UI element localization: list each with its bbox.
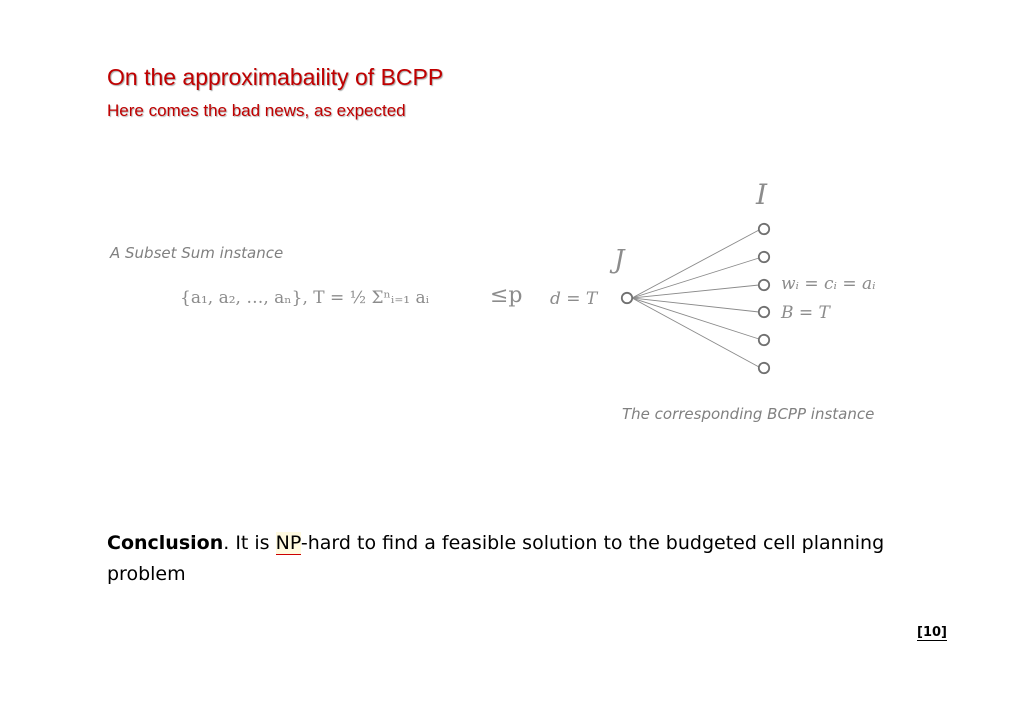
bcpp-caption: The corresponding BCPP instance [622,405,875,423]
page-number: [10] [917,625,947,640]
right-node [759,280,769,290]
demand-label: d = T [550,289,598,309]
subset-sum-caption: A Subset Sum instance [110,244,284,262]
graph-edge [632,298,759,367]
graph-edge [632,258,759,298]
right-node [759,252,769,262]
reduction-symbol: ≤p [490,283,523,308]
left-node [622,293,632,303]
right-node [759,363,769,373]
conclusion-after-bold: . It is [223,532,276,554]
slide-subtitle: Here comes the bad news, as expected [107,101,406,120]
slide-title: On the approximabaility of BCPP [107,64,444,90]
weight-label: wᵢ = cᵢ = aᵢ [781,274,876,294]
conclusion-bold: Conclusion [107,532,224,554]
graph-edge [632,230,759,298]
np-term: NP [275,532,301,554]
graph-edge [632,298,759,339]
subset-sum-formula: {a₁, a₂, …, aₙ}, T = ½ Σⁿᵢ₌₁ aᵢ [180,288,430,308]
right-node [759,335,769,345]
budget-label: B = T [781,303,830,323]
right-node [759,224,769,234]
conclusion-text [107,528,907,590]
right-set-label: I [756,178,768,211]
graph-edge [632,298,759,312]
left-node-label: J [614,245,625,275]
right-node [759,307,769,317]
conclusion-rest: -hard to find a feasible solution to the budgeted cell planning problem [107,532,885,585]
graph-edge [632,285,759,298]
